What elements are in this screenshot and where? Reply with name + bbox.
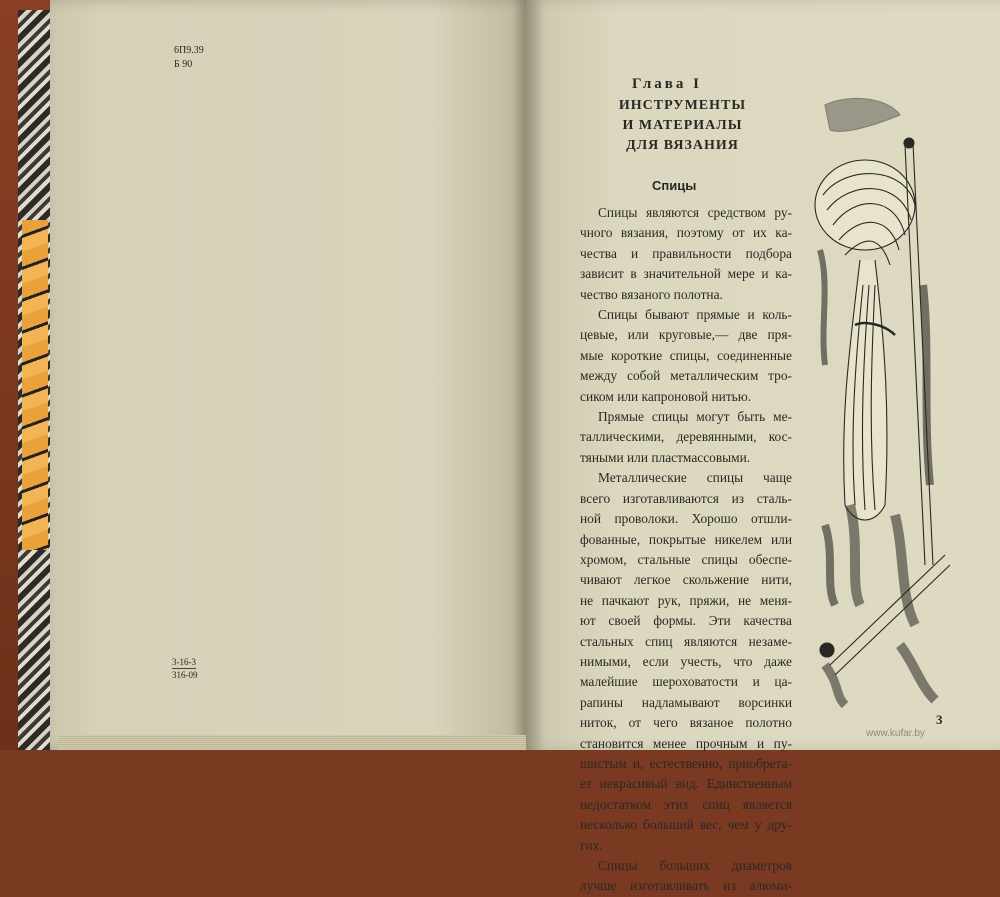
text-line: ют своей формы. Эти качества	[580, 613, 792, 629]
text-line: мые короткие спицы, соединенные	[580, 347, 792, 363]
text-line: недостатком этих спиц является	[580, 796, 792, 812]
text-line: зависит в значительной мере и ка-	[580, 266, 792, 282]
text-line: рапины надламывают ворсинки	[580, 694, 792, 710]
text-line: хромом, стальные спицы обеспе-	[580, 551, 792, 567]
text-line: малейшие шероховатости и ца-	[580, 674, 792, 690]
text-line: нимыми, если учесть, что даже	[580, 653, 792, 669]
page-stack-edge	[58, 735, 528, 750]
bbk-index: 6П9.39	[174, 45, 204, 56]
price-code	[172, 656, 198, 681]
text-line: Спицы больших диаметров	[598, 858, 792, 873]
text-line: Металлические спицы чаще	[598, 470, 792, 486]
price-code-bottom: 316-09	[172, 670, 198, 680]
chapter-title-line: И МАТЕРИАЛЫ	[622, 118, 743, 133]
chapter-title	[610, 96, 755, 156]
text-line: лучше изготавливать из алюми-	[580, 878, 792, 894]
body-text	[580, 203, 792, 897]
text-line: чество вязаного полотна.	[580, 286, 723, 302]
text-line: сиком или капроновой нитью.	[580, 388, 752, 404]
text-line: несколько больший вес, чем у дру-	[580, 817, 792, 833]
bibliographic-code	[174, 44, 204, 72]
text-line: стальных спиц являются незаме-	[580, 633, 792, 649]
text-line: таллическими, деревянными, кос-	[580, 429, 792, 445]
text-line: тяными или пластмассовыми.	[580, 449, 751, 465]
price-code-top: 3-16-3	[172, 657, 196, 667]
author-mark: Б 90	[174, 59, 193, 70]
text-line: становится менее прочным и пу-	[580, 735, 792, 751]
text-line: цевые, или круговые,— две пря-	[580, 327, 792, 343]
section-title: Спицы	[652, 178, 697, 193]
text-line: между собой металлическим тро-	[580, 368, 792, 384]
text-line: гих.	[580, 837, 603, 853]
text-line: Спицы являются средством ру-	[598, 205, 792, 220]
chapter-title-line: ДЛЯ ВЯЗАНИЯ	[626, 138, 739, 153]
text-line: чивают легкое скольжение нити,	[580, 572, 792, 588]
text-line: ниток, от чего вязаное полотно	[580, 715, 792, 731]
yarn-and-needles-illustration	[805, 85, 955, 715]
text-line: ет некрасивый вид. Единственным	[580, 776, 792, 792]
text-line: не пачкают рук, пряжи, не меня-	[580, 592, 792, 608]
watermark: www.kufar.by	[866, 728, 925, 739]
text-line: всего изготавливаются из сталь-	[580, 490, 792, 506]
book-cover-pattern	[22, 220, 48, 550]
text-line: чества и правильности подбора	[580, 245, 792, 261]
chapter-title-line: ИНСТРУМЕНТЫ	[618, 98, 747, 113]
text-line: фованные, покрытые никелем или	[580, 531, 792, 547]
chapter-label: Глава I	[632, 76, 702, 92]
text-line: шистым и, естественно, приобрета-	[580, 755, 792, 771]
page-number: 3	[936, 712, 943, 727]
left-page	[50, 0, 530, 750]
text-line: чного вязания, поэтому от их ка-	[580, 225, 792, 241]
text-line: Прямые спицы могут быть ме-	[598, 409, 792, 425]
text-line: Спицы бывают прямые и коль-	[598, 307, 792, 323]
text-line: ной проволоки. Хорошо отшли-	[580, 511, 792, 527]
